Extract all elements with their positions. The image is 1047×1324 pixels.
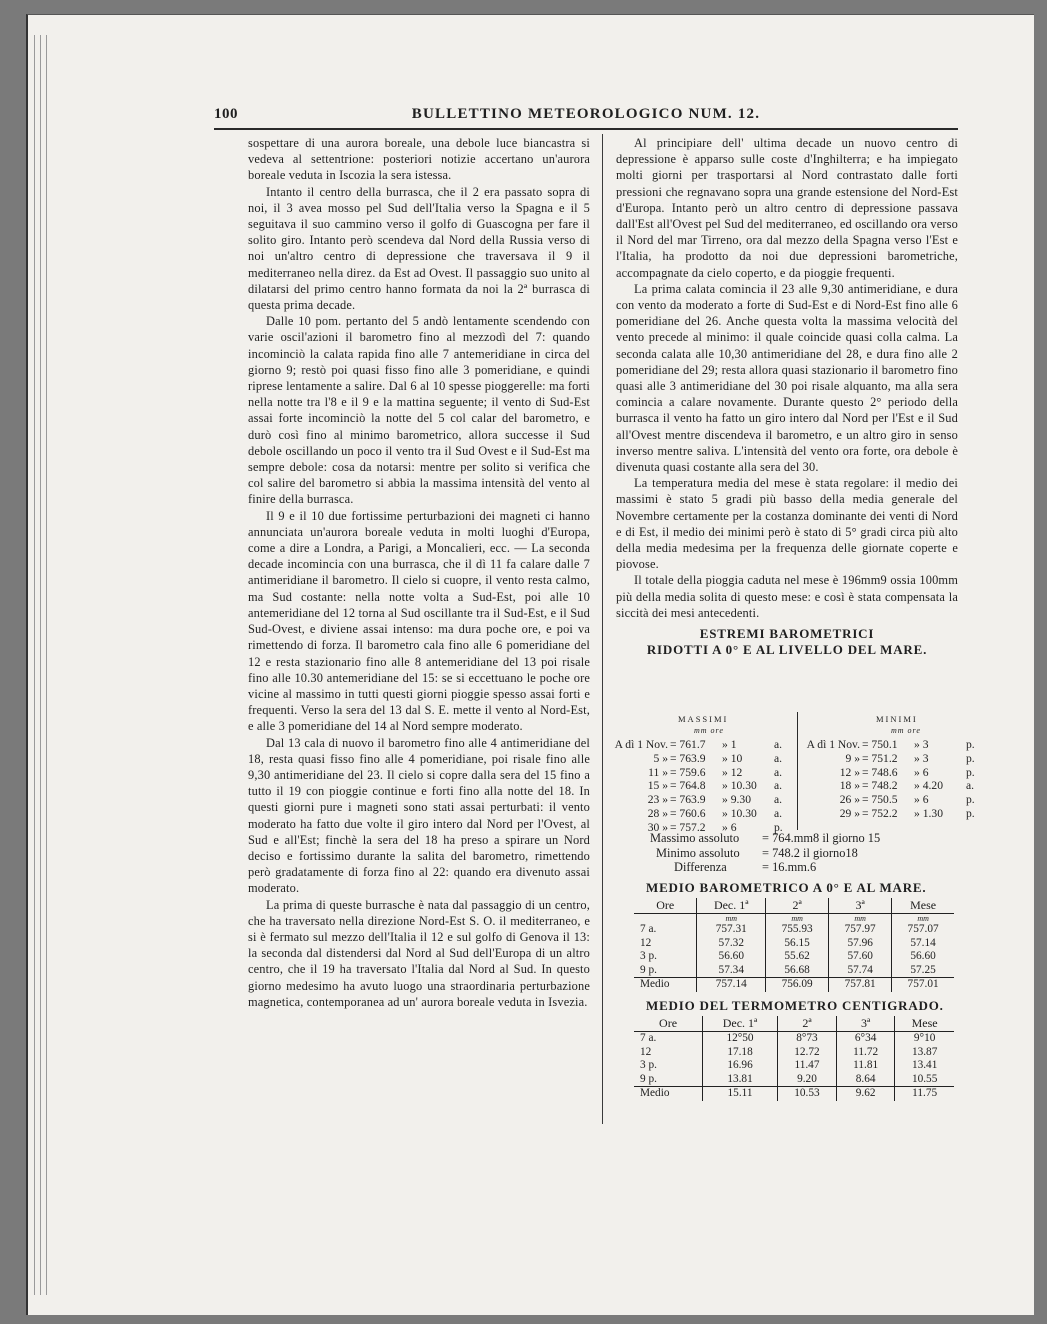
table-cell: 13.87 xyxy=(895,1046,954,1060)
extreme-day: 15 » xyxy=(647,779,668,793)
extreme-value: = 748.6 xyxy=(862,765,898,779)
paragraph: Il 9 e il 10 due fortissime perturbazioni dei magneti ci hanno annunciata un'aurora boreale veduta in molti luoghi d'Europa, come a dire a Londra, a Parigi, a Moncalieri, ecc. — La seconda decade incomincia con una burrasca, che il dì 11 fa calare dalle 7 antimeridiane il barometro. Il cielo si cuopre, il vento resta calmo, ma Sud costante: nella notte volta a Sud-Est, poi alle 10 antemeridiane del 12 torna al Sud oscillante tra il Sud-Est, e il Sud Sud-Ovest, e diviene assai intenso: ma dura poche ore, e poi va rimettendo di forza. Il barometro cala fino alle 6 pomeridiane del 12 e resta stazionario fino alle 8 antemeridiane del 13 poi risale fino alle 10.30 antemeridiane del 15: se si eccettuano le poche ore vicine al massimo in tutti questi giorni pioggie spesso assai forti e frequenti. Verso la sera del 13 dal S. E. mette il vento al Nord-Est, e alle 3 pomeridiane del 14 al Nord sempre moderato. xyxy=(248,508,590,734)
paragraph: La prima di queste burrasche è nata dal passaggio di un centro, che ha traversato nella direzione Nord-Est S. O. il mediterraneo, e si è fermato sul mezzo dell'Italia il 12 e sul golfo di Genova il 13: la seconda dal distendersi dal Nord al Sud dell'Europa di un altro centro, che il 19 ha traversato l'Italia dal Nord al Sud. In questo giorno medesimo ha avuto luogo una straordinaria perturbazione magnetica, contemporanea ad un' aurora boreale veduta in Isvezia. xyxy=(248,897,590,1009)
table-row xyxy=(634,1032,954,1046)
extreme-ap: a. xyxy=(774,779,783,793)
left-column xyxy=(248,135,590,1010)
extreme-value: = 757.2 xyxy=(670,820,706,834)
table-cell: 10.53 xyxy=(777,1087,836,1101)
summary-row xyxy=(650,860,950,875)
table-cell: 9.62 xyxy=(836,1087,894,1101)
table-cell: 17.18 xyxy=(703,1046,778,1060)
table-row xyxy=(634,923,954,937)
table-cell: 9 p. xyxy=(640,1072,657,1085)
table-cell: 57.25 xyxy=(892,964,954,978)
massimi-unit: mm ore xyxy=(694,726,724,735)
extreme-hour: » 10.30 xyxy=(722,807,757,820)
massimi-header: MASSIMI xyxy=(678,714,729,724)
extreme-hour: » 1 xyxy=(722,738,737,751)
paragraph: Intanto il centro della burrasca, che il 2 era passato sopra di noi, il 3 avea mosso pel Sud dell'Italia verso la Spagna e il 5 seguitava il suo cammino verso il golfo di Guascogna per fare il solito giro. Intanto però scendeva dal Nord della Russia verso di noi un'altro centro di depressione che traversava il 9 il mediterraneo nella direz. da Est ad Ovest. Il passaggio suo unito al dilatarsi del primo centro hanno formata da noi la 2ª burrasca di questa prima decade. xyxy=(248,184,590,313)
page-title: BULLETTINO METEOROLOGICO NUM. 12. xyxy=(411,106,761,122)
table-cell: 755.93 xyxy=(766,923,829,937)
extreme-hour: » 10 xyxy=(722,751,743,765)
table-row xyxy=(634,937,954,951)
extreme-ap: a. xyxy=(774,807,783,820)
extreme-day: 29 » xyxy=(839,807,860,820)
table-row xyxy=(634,1059,954,1073)
extreme-hour: » 3 xyxy=(914,751,929,765)
extreme-hour: » 12 xyxy=(722,765,743,779)
paragraph: La temperatura media del mese è stata regolare: il medio dei massimi è stato 5 gradi più basso della media generale del Novembre certamente per la costanza dominante dei venti di Nord e di Est, il medio dei minimi però è stato di 5° gradi circa più alto della media medesima per la frequenza delle giornate coperte e piovose. xyxy=(616,476,958,572)
extreme-hour: » 10.30 xyxy=(722,779,757,793)
table-cell: 3 p. xyxy=(640,950,657,963)
col-header: Ore xyxy=(634,898,697,914)
table-cell: 756.09 xyxy=(766,978,829,992)
page-number: 100 xyxy=(214,106,238,122)
extreme-hour: » 9.30 xyxy=(722,793,751,807)
extremes-summary xyxy=(650,831,950,875)
summary-value: = 764.mm8 il giorno 15 xyxy=(762,831,881,845)
extreme-day: 30 » xyxy=(647,820,668,834)
table-cell: 12.72 xyxy=(777,1046,836,1060)
extreme-value: = 761.7 xyxy=(670,738,706,751)
paragraph: Dal 13 cala di nuovo il barometro fino alle 4 antimeridiane del 18, resta quasi fisso fino alle 4 pomeridiane, poi risale fino alle 9,30 antimeridiane del 23. Il cielo si copre dalla sera del 15 fino a tutto il 19 con pioggie continue e forti fino alla notte del 18. In questi giorni pure i magneti sono stati assai perturbati: il vento moderato ha fatto due volte il giro intero dal Nord per l'Ovest, al Sud e all'Est; finchè la sera del 18 ha preso a spirare un Nord deciso e fortissimo durante la salita del barometro, rimettendo però gradatamente di forza fino al 22: quando era divenuto assai moderato. xyxy=(248,735,590,896)
table-cell: Medio xyxy=(634,1087,703,1101)
extremes-table xyxy=(606,712,975,834)
table-cell: 757.81 xyxy=(829,978,892,992)
table-cell: 56.68 xyxy=(766,964,829,978)
extreme-value: = 750.1 xyxy=(862,738,898,751)
extreme-ap: p. xyxy=(966,751,975,765)
table-cell: 757.97 xyxy=(829,923,892,937)
col-header: 3ª xyxy=(836,1016,894,1032)
table-cell: 757.14 xyxy=(697,978,766,992)
thermometer-table xyxy=(634,1016,954,1101)
extreme-ap: a. xyxy=(774,738,783,751)
extreme-hour: » 6 xyxy=(914,765,929,779)
summary-row xyxy=(650,846,950,861)
extreme-hour: » 1.30 xyxy=(914,807,943,820)
paragraph: sospettare di una aurora boreale, una debole luce biancastra si vedeva al settentrione: posteriori notizie accertano un'aurora boreale veduta in Iscozia la sera istessa. xyxy=(248,136,590,183)
table-cell: 56.15 xyxy=(766,937,829,951)
summary-value: = 16.mm.6 xyxy=(762,860,817,874)
table-cell: 757.01 xyxy=(892,978,954,992)
table-cell: 10.55 xyxy=(895,1073,954,1087)
extreme-value: = 763.9 xyxy=(670,793,706,807)
extreme-hour: » 6 xyxy=(722,820,737,834)
table-row xyxy=(634,1046,954,1060)
unit-cell: mm xyxy=(829,914,892,924)
extreme-ap: p. xyxy=(774,820,783,834)
unit-cell: mm xyxy=(697,914,766,924)
table-cell: 57.34 xyxy=(697,964,766,978)
table-cell: 11.81 xyxy=(836,1059,894,1073)
table-cell: 7 a. xyxy=(640,1032,657,1044)
right-column xyxy=(616,135,958,659)
summary-value: = 748.2 il giorno18 xyxy=(762,845,858,860)
table-cell: 12 xyxy=(640,1045,652,1058)
extreme-ap: a. xyxy=(966,779,975,793)
table-cell: 55.62 xyxy=(766,950,829,964)
page-edge xyxy=(46,35,47,1295)
table-row-medio xyxy=(634,978,954,992)
table-cell: 9.20 xyxy=(777,1073,836,1087)
extreme-value: = 760.6 xyxy=(670,807,706,820)
extreme-ap: p. xyxy=(966,765,975,779)
table-row xyxy=(634,964,954,978)
extreme-value: = 750.5 xyxy=(862,793,898,807)
col-header: 2ª xyxy=(766,898,829,914)
barometer-table-title: MEDIO BAROMETRICO A 0° E AL MARE. xyxy=(646,880,927,895)
extreme-value: = 764.8 xyxy=(670,779,706,793)
summary-label: Minimo assoluto xyxy=(656,845,740,860)
table-cell: 57.96 xyxy=(829,937,892,951)
table-cell: 8°73 xyxy=(777,1032,836,1046)
table-cell: 57.32 xyxy=(697,937,766,951)
table-cell: 757.07 xyxy=(892,923,954,937)
table-cell: 16.96 xyxy=(703,1059,778,1073)
summary-label: Massimo assoluto xyxy=(650,831,740,845)
extreme-day: 12 » xyxy=(839,765,860,779)
col-header: Mese xyxy=(895,1016,954,1032)
table-cell: 12 xyxy=(640,936,652,949)
paragraph: La prima calata comincia il 23 alle 9,30 antimeridiane, e dura con vento da moderato a forte di Sud-Est e di Nord-Est fino alle 6 pomeridiane del 26. Anche questa volta la massima velocità del vento precede al minimo: il quale coincide quasi colla calma. La seconda calata alle 10,30 antimeridiane del 28, e dura fino alle 2 pomeridiane del 29; resta allora quasi stazionario il barometro fino quasi alle 3 antimeridiane del 30 poi risale alquanto, ma alla sera comincia a calare novamente. Durante questo 2° periodo della burrasca il vento ha fatto un giro intero dal Nord per l'Est e il Sud all'Ovest mentre discendeva il barometro, e un altro giro in senso inverso mentre saliva. L'intensità del vento ora forte, ora debole è divenuta quasi costante alla sera del 30. xyxy=(616,281,958,475)
col-header: 3ª xyxy=(829,898,892,914)
table-cell: 3 p. xyxy=(640,1059,657,1072)
paragraph: Al principiare dell' ultima decade un nuovo centro di depressione è apparso sulle coste d'Inghilterra; e ha impiegato molti giorni per trasportarsi al Nord contrastato dalle forti pressioni che regnavano sopra una grande estensione del Nord-Est d'Europa. Intanto però un altro centro di depressione passava dall'Est all'Ovest pel Sud del mediterraneo, ed oscillando ora verso il Nord del mar Tirreno, ora dal mezzo della Spagna verso l'Est e l'Italia, ha prodotto da noi due depressioni barometriche, accompagnate da cielo coperto, e da pioggie frequenti. xyxy=(616,136,958,280)
extreme-ap: a. xyxy=(774,765,783,779)
table-cell: 12°50 xyxy=(703,1032,778,1046)
table-cell: 9 p. xyxy=(640,963,657,976)
extreme-ap: a. xyxy=(774,751,783,765)
extreme-day: 28 » xyxy=(647,807,668,820)
extremes-subtitle: RIDOTTI A 0° E AL LIVELLO DEL MARE. xyxy=(646,642,928,658)
table-cell: 56.60 xyxy=(892,950,954,964)
extreme-value: = 752.2 xyxy=(862,807,898,820)
table-cell: 757.31 xyxy=(697,923,766,937)
extreme-day: 11 » xyxy=(648,765,668,779)
extreme-hour: » 4.20 xyxy=(914,779,943,793)
extreme-ap: p. xyxy=(966,793,975,807)
table-cell: 8.64 xyxy=(836,1073,894,1087)
extreme-value: = 751.2 xyxy=(862,751,898,765)
extreme-value: = 759.6 xyxy=(670,765,706,779)
table-cell: 7 a. xyxy=(640,923,657,935)
table-cell: 13.41 xyxy=(895,1059,954,1073)
table-row xyxy=(634,1073,954,1087)
extreme-day: 5 » xyxy=(653,751,668,765)
extreme-day: 23 » xyxy=(647,793,668,807)
extreme-ap: a. xyxy=(774,793,783,807)
extreme-value: = 763.9 xyxy=(670,751,706,765)
unit-cell xyxy=(634,914,697,924)
unit-cell: mm xyxy=(892,914,954,924)
table-cell: 11.72 xyxy=(836,1046,894,1060)
table-row-medio xyxy=(634,1087,954,1101)
table-cell: 9°10 xyxy=(895,1032,954,1046)
extreme-ap: p. xyxy=(966,738,975,751)
paragraph: Il totale della pioggia caduta nel mese è 196mm9 ossia 100mm più della media solita di questo mese: e così è stata compensata la siccità dei mesi antecedenti. xyxy=(616,573,958,620)
summary-label: Differenza xyxy=(674,860,727,874)
extreme-day: 9 » xyxy=(845,751,860,765)
table-cell: 13.81 xyxy=(703,1073,778,1087)
extreme-day: A dì 1 Nov. xyxy=(614,738,668,751)
table-cell: 11.75 xyxy=(895,1087,954,1101)
table-cell: Medio xyxy=(634,978,697,992)
table-cell: 11.47 xyxy=(777,1059,836,1073)
extreme-hour: » 6 xyxy=(914,793,929,807)
col-header: Dec. 1ª xyxy=(697,898,766,914)
page-header xyxy=(214,106,958,128)
column-divider xyxy=(602,134,603,1124)
minimi-header: MINIMI xyxy=(876,714,918,724)
summary-row xyxy=(650,831,950,846)
table-row xyxy=(634,950,954,964)
minimi-unit: mm ore xyxy=(891,726,921,735)
col-header: 2ª xyxy=(777,1016,836,1032)
header-rule xyxy=(214,128,958,130)
col-header: Dec. 1ª xyxy=(703,1016,778,1032)
col-header: Mese xyxy=(892,898,954,914)
unit-cell: mm xyxy=(766,914,829,924)
barometer-table xyxy=(634,898,954,992)
extreme-value: = 748.2 xyxy=(862,779,898,793)
table-cell: 57.60 xyxy=(829,950,892,964)
extreme-hour: » 3 xyxy=(914,738,929,751)
extreme-day: 26 » xyxy=(839,793,860,807)
extremes-title: ESTREMI BAROMETRICI xyxy=(699,626,875,642)
page-edge xyxy=(40,35,41,1295)
page-edge xyxy=(34,35,35,1295)
table-cell: 56.60 xyxy=(697,950,766,964)
table-cell: 15.11 xyxy=(703,1087,778,1101)
table-cell: 57.74 xyxy=(829,964,892,978)
table-cell: 57.14 xyxy=(892,937,954,951)
paragraph: Dalle 10 pom. pertanto del 5 andò lentamente scendendo con varie oscil'azioni il barometro fino al mezzodì del 7: quando incominciò la calata rapida fino alle 7 antemeridiane in circa del giorno 9; restò poi quasi fisso fino alle 3 pomeridiane, e quindi riprese lentamente a salire. Dal 6 al 10 spesse pioggerelle: ma forti nella notte tra l'8 e il 9 e la mattina seguente; il vento di Sud-Est assai forte incominciò la notte del 5 col calar del barometro, e durò così fino al minimo barometrico, allora successe il Sud debole oscillando un poco il vento tra il Sud Ovest e il Sud-Est ma sempre debole: cosa da notarsi: mentre per solito si verifica che col salire del barometro si abbia la massima intensità del vento al finire della burrasca. xyxy=(248,314,590,507)
thermometer-table-title: MEDIO DEL TERMOMETRO CENTIGRADO. xyxy=(646,998,944,1013)
extreme-day: A dì 1 Nov. xyxy=(806,738,860,751)
col-header: Ore xyxy=(634,1016,703,1032)
extreme-day: 18 » xyxy=(839,779,860,793)
table-cell: 6°34 xyxy=(836,1032,894,1046)
extreme-ap: p. xyxy=(966,807,975,820)
